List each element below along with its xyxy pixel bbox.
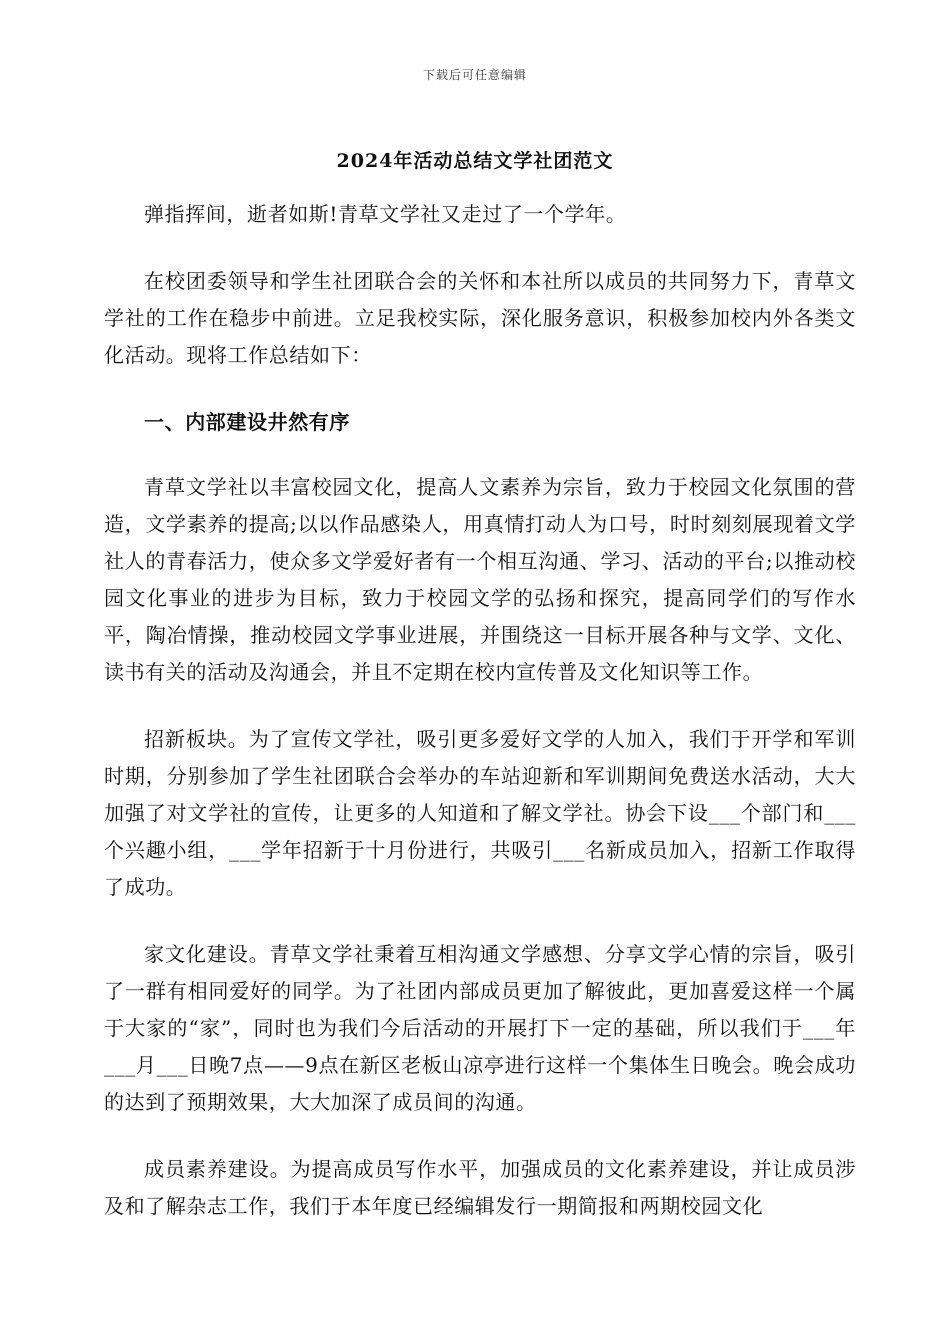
- paragraph-recruitment: 招新板块。为了宣传文学社，吸引更多爱好文学的人加入，我们于开学和军训时期，分别参加了学生社团联合会举办的车站迎新和军训期间免费送水活动，大大加强了对文学社的宣传，让更多的人知道和了解文学社。协会下设___个部门和___个兴趣小组，___学年招新于十月份进行，共吸引___名新成员加入，招新工作取得了成功。: [104, 727, 856, 899]
- document-body: [104, 196, 856, 1255]
- paragraph-member-quality: 成员素养建设。为提高成员写作水平，加强成员的文化素养建设，并让成员涉及和了解杂志工作，我们于本年度已经编辑发行一期简报和两期校园文化: [104, 1157, 856, 1218]
- header-note: 下载后可任意编辑: [422, 68, 527, 82]
- paragraph-family-culture: 家文化建设。青草文学社秉着互相沟通文学感想、分享文学心情的宗旨，吸引了一群有相同爱好的同学。为了社团内部成员更加了解彼此，更加喜爱这样一个属于大家的“家”，同时也为我们今后活动的开展打下一定的基础，所以我们于___年___月___日晚7点——9点在新区老板山凉亭进行这样一个集体生日晚会。晚会成功的达到了预期效果，大大加深了成员间的沟通。: [104, 942, 856, 1114]
- section-heading-internal-building: 一、内部建设井然有序: [144, 410, 350, 434]
- document-title: 2024年活动总结文学社团范文: [336, 150, 614, 172]
- paragraph-purpose: 青草文学社以丰富校园文化，提高人文素养为宗旨，致力于校园文化氛围的营造，文学素养的提高;以以作品感染人，用真情打动人为口号，时时刻刻展现着文学社人的青春活力，使众多文学爱好者有一个相互沟通、学习、活动的平台;以推动校园文化事业的进步为目标，致力于校园文学的弘扬和探究，提高同学们的写作水平，陶冶情操，推动校园文学事业进展，并围绕这一目标开展各种与文学、文化、读书有关的活动及沟通会，并且不定期在校内宣传普及文化知识等工作。: [104, 475, 856, 684]
- paragraph-overview: 在校团委领导和学生社团联合会的关怀和本社所以成员的共同努力下，青草文学社的工作在稳步中前进。立足我校实际，深化服务意识，积极参加校内外各类文化活动。现将工作总结如下：: [104, 269, 856, 367]
- paragraph-intro: 弹指挥间，逝者如斯!青草文学社又走过了一个学年。: [144, 202, 627, 226]
